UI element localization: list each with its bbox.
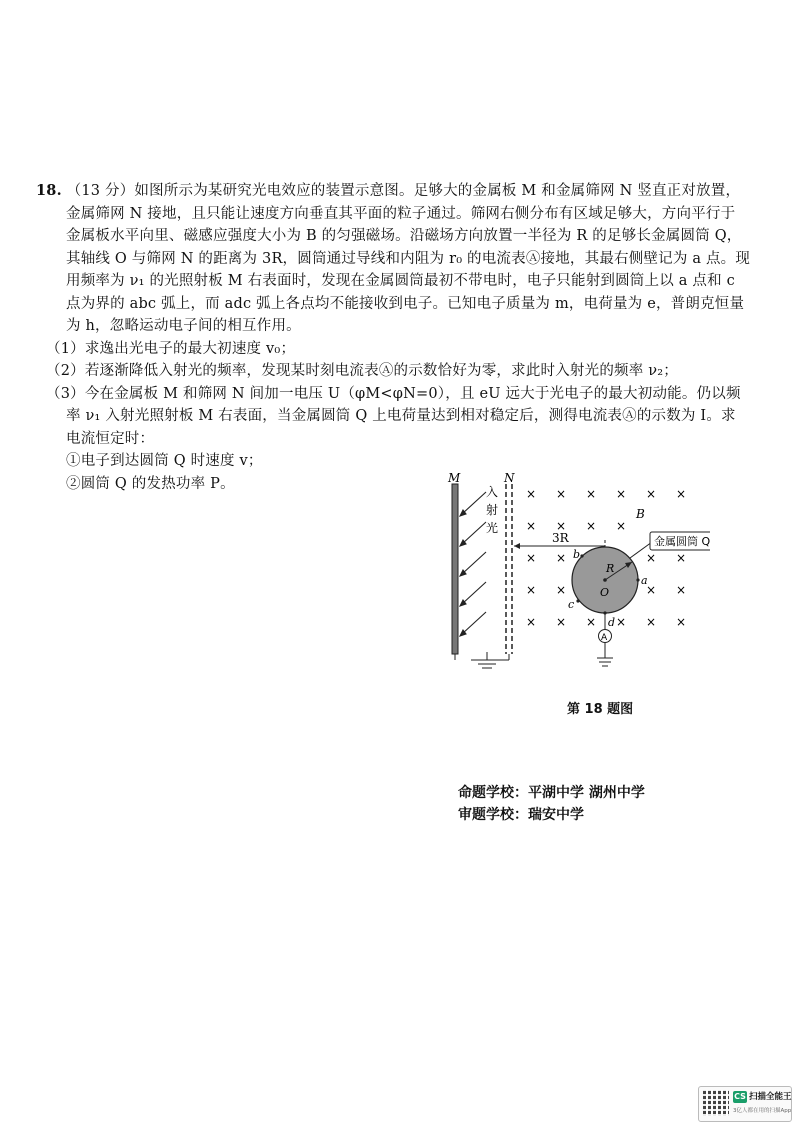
problem-line-3: 金属板水平向里、磁感应强度大小为 B 的匀强磁场。沿磁场方向放置一半径为 R 的足够长金属圆筒 Q， <box>66 228 742 244</box>
problem-text-1: （13 分）如图所示为某研究光电效应的装置示意图。足够大的金属板 M 和金属筛网 N 竖直正对放置， <box>66 183 741 199</box>
scanner-app-name: 扫描全能王 <box>749 1092 792 1102</box>
field-cross: × <box>676 551 687 565</box>
incident-light-1: 入 <box>486 485 499 499</box>
field-cross: × <box>526 519 537 533</box>
field-cross: × <box>526 487 537 501</box>
qr-code-icon <box>703 1090 729 1116</box>
credits-line-1: 命题学校：平湖中学 湖州中学 <box>458 785 645 801</box>
apparatus-diagram <box>440 470 710 680</box>
credits-line-2: 审题学校：瑞安中学 <box>458 807 584 823</box>
cs-logo: CS <box>734 1092 746 1101</box>
field-cross: × <box>556 615 567 629</box>
question-3: （3）今在金属板 M 和筛网 N 间加一电压 U（φM<φN=0），且 eU 远大于光电子的最大初动能。仍以频 <box>46 385 741 402</box>
question-2: （2）若逐渐降低入射光的频率，发现某时刻电流表Ⓐ的示数恰好为零，求此时入射光的频率 ν₂； <box>46 363 678 379</box>
problem-line-2: 金属筛网 N 接地，且只能让速度方向垂直其平面的粒子通过。筛网右侧分布有区域足够大，方向平行于 <box>66 205 736 222</box>
question-3-cont-2: 电流恒定时： <box>66 430 155 447</box>
credits <box>458 782 645 826</box>
part-2: ②圆筒 Q 的发热功率 P。 <box>66 475 235 492</box>
point-c-dot <box>576 599 579 602</box>
question-3-cont-1: 率 ν₁ 入射光照射板 M 右表面，当金属圆筒 Q 上电荷量达到相对稳定后，测得电流表Ⓐ的示数为 I。求 <box>66 408 736 424</box>
problem-line-5: 用频率为 ν₁ 的光照射板 M 右表面时，发现在金属圆筒最初不带电时，电子只能射到圆筒上以 a 点和 c <box>66 273 735 289</box>
problem-line-7: 为 h，忽略运动电子间的相互作用。 <box>66 318 301 334</box>
incident-light-3: 光 <box>486 521 499 535</box>
field-cross: × <box>586 519 597 533</box>
scanner-watermark <box>698 1086 792 1122</box>
field-cross: × <box>676 583 687 597</box>
field-cross: × <box>646 583 657 597</box>
incident-light-2: 射 <box>486 503 499 517</box>
label-m: M <box>448 471 461 485</box>
point-d: d <box>608 616 616 629</box>
problem-line-1 <box>36 180 766 203</box>
point-a-dot <box>636 578 639 581</box>
point-b-dot <box>580 554 583 557</box>
figure-caption: 第 18 题图 <box>567 702 634 717</box>
field-cross: × <box>586 615 597 629</box>
field-cross: × <box>586 487 597 501</box>
cylinder-label: 金属圆筒 Q <box>654 535 710 548</box>
distance-label: 3R <box>552 531 569 545</box>
problem-18 <box>36 180 766 495</box>
point-b: b <box>573 548 581 561</box>
field-cross: × <box>676 615 687 629</box>
label-n: N <box>504 471 515 485</box>
problem-line-6: 点为界的 abc 弧上，而 adc 弧上各点均不能接收到电子。已知电子质量为 m，电荷量为 e，普朗克恒量 <box>66 295 745 312</box>
field-cross: × <box>616 487 627 501</box>
incident-light-arrows <box>460 492 486 636</box>
point-c: c <box>568 598 575 611</box>
axis-label-o: O <box>600 586 610 599</box>
field-cross: × <box>646 551 657 565</box>
field-cross: × <box>526 615 537 629</box>
distance-arrow-left <box>514 543 520 549</box>
metal-plate-m <box>452 484 458 654</box>
field-cross: × <box>646 487 657 501</box>
field-label-b: B <box>636 507 645 521</box>
field-cross: × <box>556 487 567 501</box>
ammeter-label: A <box>601 633 608 643</box>
point-a: a <box>641 574 648 587</box>
field-cross: × <box>556 551 567 565</box>
field-cross: × <box>526 583 537 597</box>
part-1: ①电子到达圆筒 Q 时速度 v； <box>66 453 263 469</box>
field-cross: × <box>556 583 567 597</box>
ground-symbol-q <box>597 658 613 666</box>
problem-line-4: 其轴线 O 与筛网 N 的距离为 3R，圆筒通过导线和内阻为 r₀ 的电流表Ⓐ接地，其最右侧壁记为 a 点。现 <box>66 250 751 267</box>
axis-point <box>603 578 607 582</box>
question-1: （1）求逸出光电子的最大初速度 v₀； <box>46 340 296 357</box>
question-number: 18. <box>36 182 62 199</box>
field-cross: × <box>616 519 627 533</box>
scanner-app-slogan: 3亿人都在用的扫描App <box>733 1108 792 1114</box>
field-cross: × <box>556 519 567 533</box>
field-cross: × <box>526 551 537 565</box>
field-cross: × <box>676 487 687 501</box>
radius-label: R <box>606 562 615 575</box>
field-cross: × <box>646 615 657 629</box>
field-cross: × <box>616 615 627 629</box>
